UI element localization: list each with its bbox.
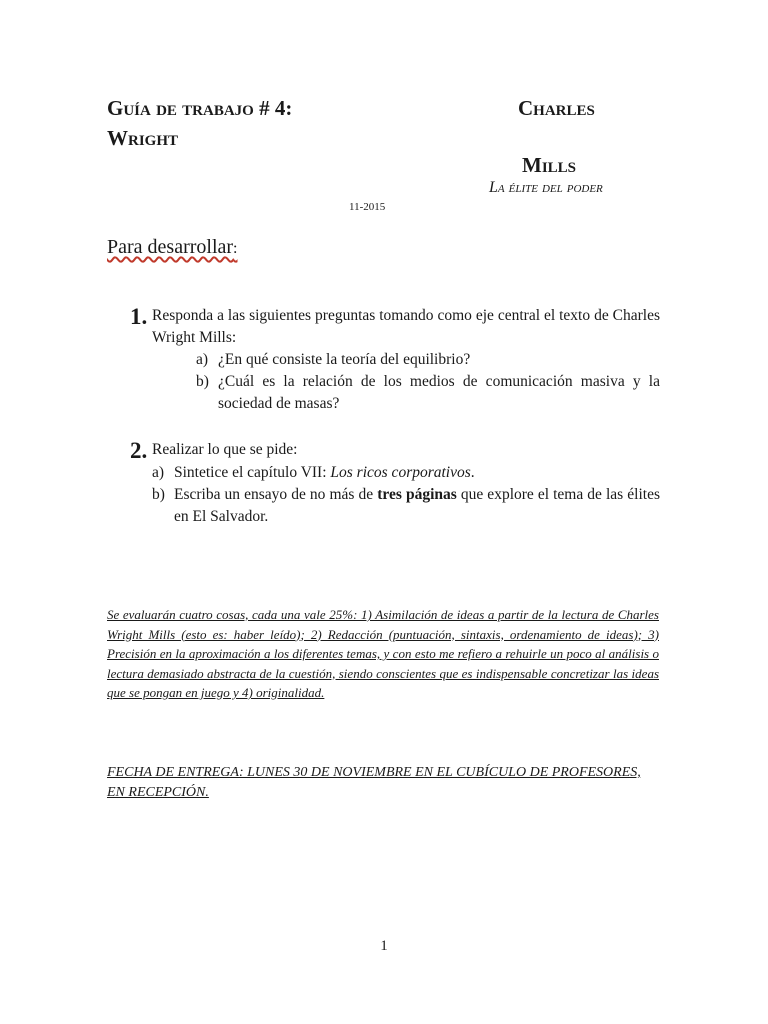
question-2-text: Realizar lo que se pide: bbox=[152, 441, 298, 458]
section-heading bbox=[107, 234, 238, 262]
question-2a-prefix: Sintetice el capítulo VII: bbox=[174, 464, 331, 481]
author-first-name: Charles bbox=[518, 96, 595, 120]
question-1a-text: ¿En qué consiste la teoría del equilibrio? bbox=[218, 351, 471, 368]
question-2-number: 2. bbox=[130, 438, 148, 463]
question-2a-letter: a) bbox=[152, 464, 165, 481]
question-2a-text bbox=[174, 462, 660, 484]
author-last-name: Mills bbox=[522, 153, 577, 177]
question-2b-emphasis: tres páginas bbox=[377, 486, 457, 503]
document-title: Guía de trabajo # 4: Wright bbox=[107, 96, 293, 150]
section-heading-colon: : bbox=[233, 240, 238, 257]
question-1b-letter: b) bbox=[196, 373, 209, 390]
question-2b-suffix: que explore el tema de las élites en El Salvador. bbox=[174, 486, 660, 525]
section-heading-text: Para desarrollar bbox=[107, 236, 234, 258]
question-1-number: 1. bbox=[130, 304, 148, 329]
evaluation-note: Se evaluarán cuatro cosas, cada una vale 25%: 1) Asimilación de ideas a partir de la lectura de Charles Wright Mills (esto es: haber leído); 2) Redacción (puntuación, sintaxis, ordenamiento de ideas); 3) Precisión en la aproximación a los diferentes temas, y con esto me refiero a rehuirle un poco al análisis o lectura demasiado abstracta de la cuestión, siendo conscientes que es indispensable concretizar las ideas que se pongan en juego y 4) originalidad. bbox=[107, 607, 659, 700]
question-2b-letter: b) bbox=[152, 486, 165, 503]
deadline-note: FECHA DE ENTREGA: LUNES 30 DE NOVIEMBRE EN EL CUBÍCULO DE PROFESORES, EN RECEPCIÓN. bbox=[107, 765, 641, 800]
question-2b-text bbox=[174, 484, 660, 528]
question-2a-chapter-title: Los ricos corporativos bbox=[330, 464, 471, 481]
page-number: 1 bbox=[380, 938, 388, 954]
question-2b-prefix: Escriba un ensayo de no más de bbox=[174, 486, 378, 503]
question-1-text: Responda a las siguientes preguntas tomando como eje central el texto de Charles Wright Mills: bbox=[152, 307, 660, 346]
question-2a-suffix: . bbox=[470, 464, 475, 481]
book-subtitle: La élite del poder bbox=[489, 179, 603, 196]
document-date: 11-2015 bbox=[349, 201, 386, 213]
question-1a-letter: a) bbox=[196, 351, 209, 368]
question-1b-text: ¿Cuál es la relación de los medios de comunicación masiva y la sociedad de masas? bbox=[218, 373, 660, 412]
